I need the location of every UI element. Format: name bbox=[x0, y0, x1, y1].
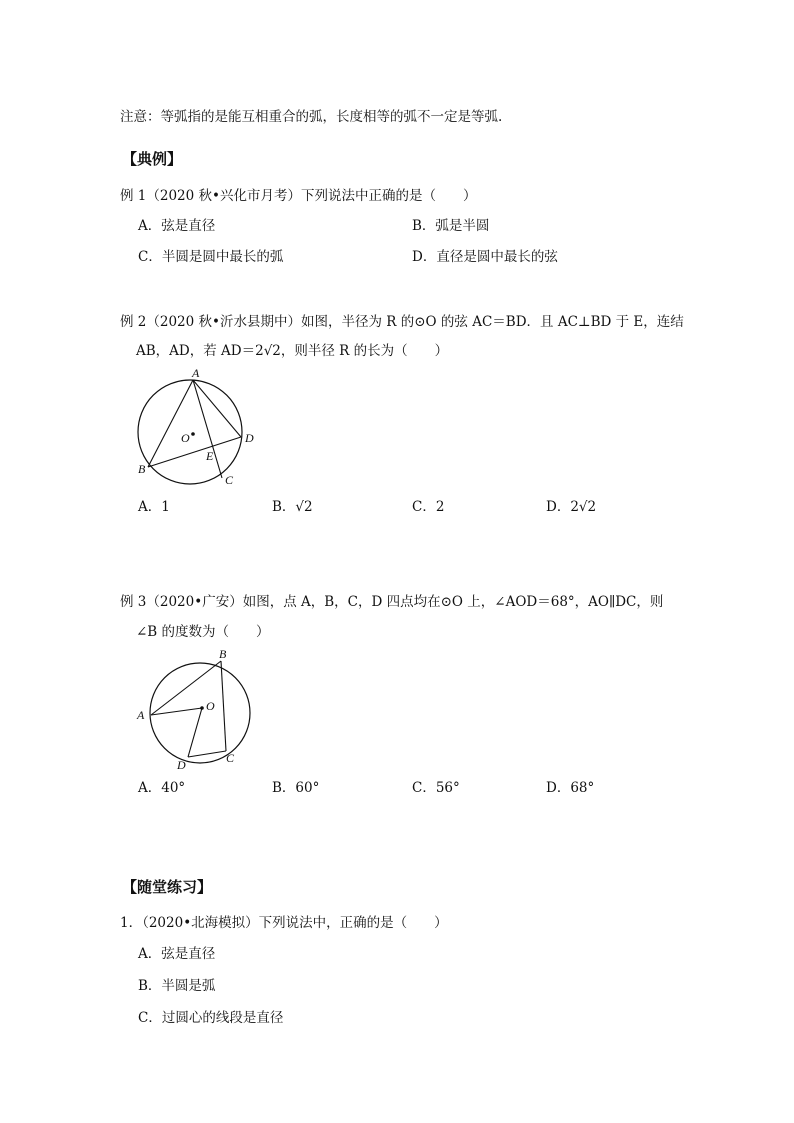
ex2-circle bbox=[138, 380, 242, 484]
ex3-label-d: D bbox=[177, 758, 186, 772]
ex3-option-d: D．68° bbox=[546, 780, 595, 796]
ex3-chord-bc bbox=[221, 661, 226, 751]
ex2-question-line2: AB，AD，若 AD＝2√2，则半径 R 的长为（ ） bbox=[136, 343, 449, 359]
ex3-chord-dc bbox=[188, 751, 226, 757]
ex3-question-line1: 例 3（2020•广安）如图，点 A，B，C，D 四点均在⊙O 上，∠AOD＝68°，AO∥DC，则 bbox=[120, 594, 664, 610]
ex2-chord-ad bbox=[193, 380, 241, 437]
p1-option-b: B．半圆是弧 bbox=[138, 978, 216, 994]
ex2-chord-bd bbox=[148, 437, 241, 467]
ex3-label-b: B bbox=[219, 647, 227, 661]
section-heading-practice: 【随堂练习】 bbox=[122, 878, 213, 896]
ex2-label-c: C bbox=[225, 473, 234, 487]
ex1-option-b: B．弧是半圆 bbox=[412, 218, 490, 234]
note-text: 注意：等弧指的是能互相重合的弧，长度相等的弧不一定是等弧. bbox=[120, 109, 503, 125]
ex1-option-d: D．直径是圆中最长的弦 bbox=[412, 249, 558, 265]
ex3-radius-od bbox=[188, 708, 202, 757]
ex2-chord-ac bbox=[193, 380, 222, 478]
ex1-option-a: A．弦是直径 bbox=[138, 218, 216, 234]
ex2-label-e: E bbox=[206, 449, 214, 463]
ex2-option-a: A．1 bbox=[138, 499, 170, 515]
ex1-question: 例 1（2020 秋•兴化市月考）下列说法中正确的是（ ） bbox=[120, 188, 477, 204]
ex2-label-a: A bbox=[192, 366, 200, 380]
ex2-label-o: O bbox=[181, 431, 190, 445]
ex3-question-line2: ∠B 的度数为（ ） bbox=[136, 624, 270, 640]
ex2-center-dot bbox=[191, 432, 195, 436]
ex2-label-b: B bbox=[138, 462, 146, 476]
ex2-option-d: D．2√2 bbox=[546, 499, 597, 515]
section-heading-example: 【典例】 bbox=[122, 150, 183, 168]
ex3-circle-figure bbox=[130, 645, 270, 775]
p1-option-a: A．弦是直径 bbox=[138, 946, 216, 962]
ex3-center-dot bbox=[200, 706, 204, 710]
ex2-circle-figure bbox=[130, 362, 270, 492]
ex2-option-c: C．2 bbox=[412, 499, 445, 515]
ex1-option-c: C．半圆是圆中最长的弧 bbox=[138, 249, 284, 265]
ex3-option-c: C．56° bbox=[412, 780, 460, 796]
p1-option-c: C．过圆心的线段是直径 bbox=[138, 1010, 284, 1026]
ex2-option-b: B．√2 bbox=[272, 499, 313, 515]
p1-question: 1．（2020•北海模拟）下列说法中，正确的是（ ） bbox=[120, 915, 448, 931]
ex3-option-a: A．40° bbox=[138, 780, 186, 796]
ex3-label-o: O bbox=[206, 699, 215, 713]
ex2-label-d: D bbox=[245, 431, 254, 445]
ex3-option-b: B．60° bbox=[272, 780, 320, 796]
ex2-question-line1: 例 2（2020 秋•沂水县期中）如图，半径为 R 的⊙O 的弦 AC＝BD．且 AC⊥BD 于 E，连结 bbox=[120, 314, 684, 330]
ex3-label-a: A bbox=[137, 708, 145, 722]
ex3-label-c: C bbox=[226, 751, 235, 765]
